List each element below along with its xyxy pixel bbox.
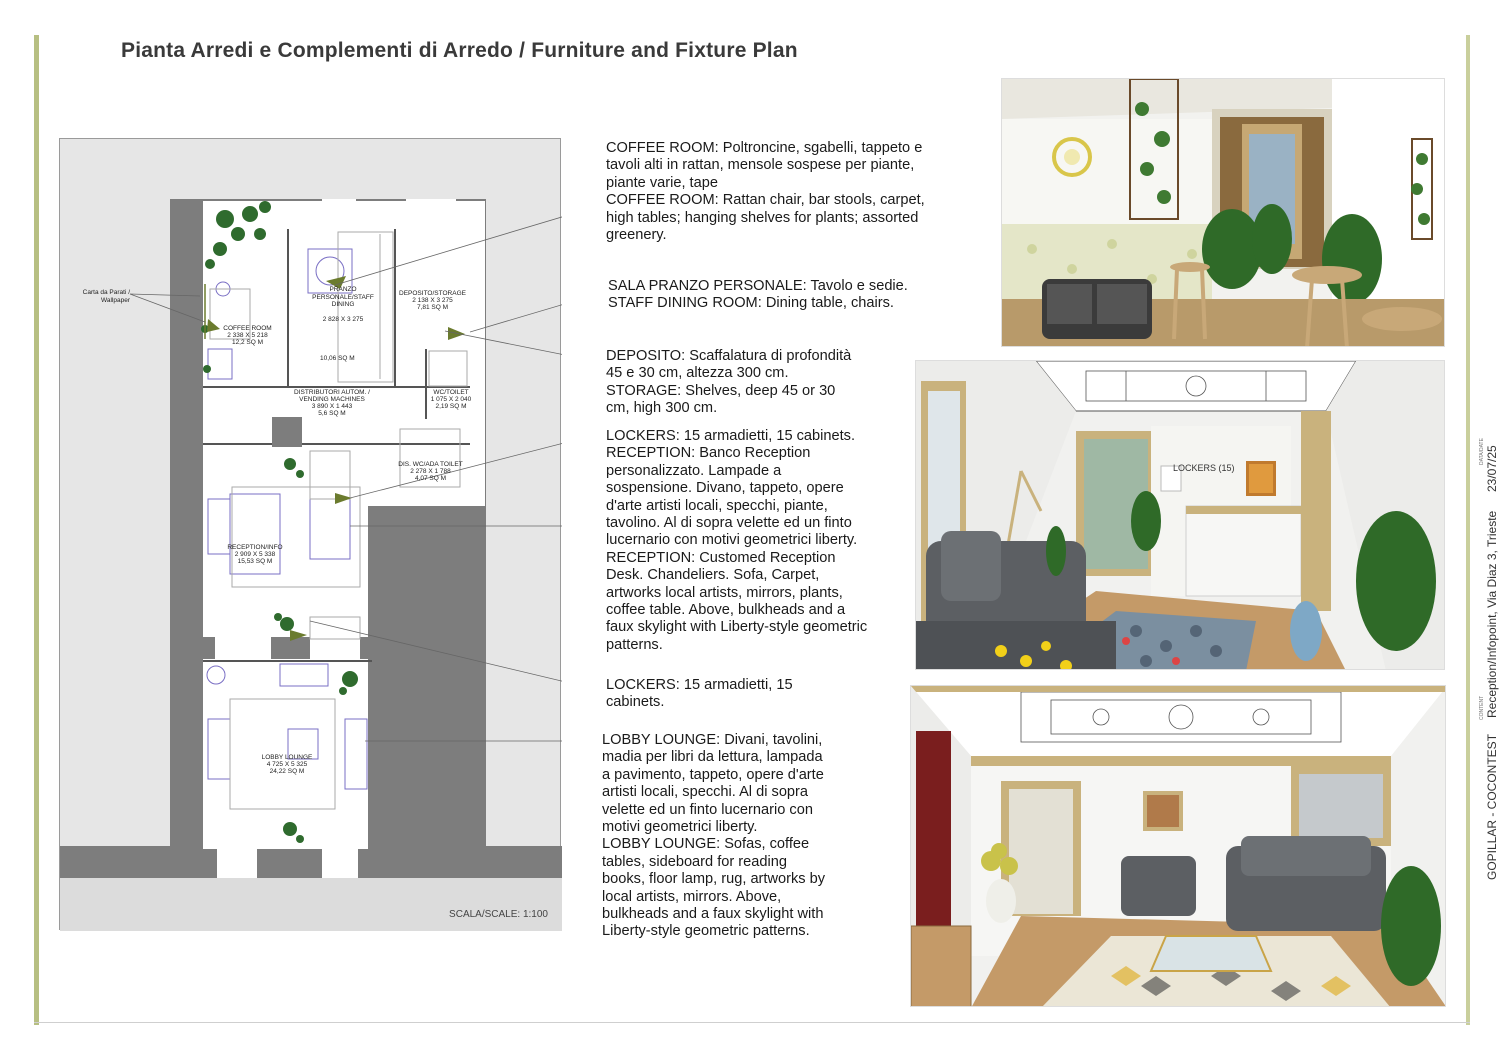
lobby-dims: 4 725 X 5 325 [266,761,308,768]
render-lobby [910,685,1446,1007]
note-line: Desk. Chandeliers. Sofa, Carpet, [606,567,820,584]
note-line: high tables; hanging shelves for plants; assorted [606,209,919,226]
note-line: a pavimento, tappeto, opere d'arte [602,766,824,783]
note-line: d'arte artisti locali, specchi, piante, [606,497,828,514]
wallpaper-label [68,289,130,304]
distributori-dims: 3 890 X 1 443 [311,403,353,410]
note-line: COFFEE ROOM: Poltroncine, sgabelli, tappeto e [606,140,923,156]
date-caption: DATA/DATE [1479,438,1485,465]
note-coffee-room [606,140,925,244]
coffee-room-dims: 2 338 X 5 218 [227,332,268,339]
note-line: RECEPTION: Banco Reception [606,445,811,462]
room-label-coffee [210,325,285,346]
note-line: STORAGE: Shelves, deep 45 or 30 [606,382,836,399]
note-line: tavolino. Al di sopra velette ed un finto [606,515,852,532]
note-line: tavoli alti in rattan, mensole sospese per piante, [606,157,915,174]
floor-plan [59,138,561,930]
wallpaper-label-line-1: Carta da Parati / [82,289,130,296]
right-accent-bar [1466,35,1470,1025]
wc-area: 2,19 SQ M [435,403,467,410]
bottom-rule [34,1022,1470,1023]
titleblock-content [1485,511,1499,718]
note-line: LOCKERS: 15 armadietti, 15 cabinets. [606,428,856,444]
plan-scale: SCALA/SCALE: 1:100 [449,909,548,920]
coffee-room-name: COFFEE ROOM [223,325,272,332]
deposito-name: DEPOSITO/STORAGE [399,290,466,297]
titleblock-date-label [1472,438,1486,465]
wc-dims: 1 075 X 2 040 [430,396,472,403]
note-sala-pranzo [608,278,908,313]
room-label-wc [426,389,476,410]
note-line: Liberty-style geometric patterns. [602,923,810,940]
corridor-area-label: 10,06 SQ M [320,355,355,362]
reception-area: 15,53 SQ M [237,558,273,565]
note-line: piante varie, tape [606,174,718,191]
distributori-line-1: DISTRIBUTORI AUTOM. / [294,389,370,396]
note-line: patterns. [606,636,663,653]
coffee-room-area: 12,2 SQ M [231,339,264,346]
note-line: local artists, mirrors. Above, [602,888,782,905]
note-line: cm, high 300 cm. [606,400,718,417]
room-label-deposito [395,290,470,311]
note-line: bulkheads and a faux skylight with [602,906,824,923]
titleblock-content-label [1472,696,1486,720]
note-line: sospensione. Divano, tappeto, opere [606,480,844,497]
note-line: motivi geometrici liberty. [602,819,758,836]
distributori-area: 5,6 SQ M [318,410,346,417]
titleblock-date [1485,445,1499,492]
note-line: tables, sideboard for reading [602,853,787,870]
note-line: STAFF DINING ROOM: Dining table, chairs. [608,295,894,312]
note-line: SALA PRANZO PERSONALE: Tavolo e sedie. [608,278,908,294]
page-title: Pianta Arredi e Complementi di Arredo / Furniture and Fixture Plan [121,39,798,62]
note-lockers [606,677,793,712]
pranzo-line-2: PERSONALE/STAFF [312,293,374,301]
room-label-dis-wc [388,461,473,482]
content-value: Reception/Infopoint, Via Diaz 3, Trieste [1485,510,1499,718]
render-coffee-room [1001,78,1445,347]
note-reception [606,428,867,654]
deposito-area: 7,81 SQ M [416,304,449,311]
note-line: DEPOSITO: Scaffalatura di profondità [606,348,852,364]
note-line: COFFEE ROOM: Rattan chair, bar stools, carpet, [606,192,925,209]
pranzo-line-3: DINING [331,301,355,308]
wallpaper-label-line-2: Wallpaper [100,296,130,304]
note-line: LOBBY LOUNGE: Divani, tavolini, [602,732,823,748]
note-line: artworks local artists, mirrors, plants, [606,584,843,601]
reception-dims: 2 909 X 5 338 [234,551,276,558]
note-lobby [602,732,825,941]
deposito-dims: 2 138 X 3 275 [412,297,453,304]
room-label-lobby [252,754,322,775]
note-line: LOCKERS: 15 armadietti, 15 [606,677,793,693]
lockers-render-label: LOCKERS (15) [1173,463,1235,473]
distributori-line-2: VENDING MACHINES [299,396,365,403]
note-line: personalizzato. Lampade a [606,462,782,479]
note-line: LOBBY LOUNGE: Sofas, coffee [602,836,810,853]
note-deposito [606,348,851,418]
note-line: faux skylight with Liberty-style geometric [606,619,868,636]
note-line: artisti locali, specchi. Al di sopra [602,784,809,801]
room-label-reception [220,544,290,565]
lobby-area: 24,22 SQ M [269,768,305,775]
note-line: velette ed un finto lucernario con [602,801,813,818]
floor-plan-drawing [60,139,562,931]
client-label: GOPILLAR - COCONTEST [1485,733,1499,880]
pranzo-line-1: PRANZO [329,286,357,293]
render-reception [915,360,1445,670]
note-line: lucernario con motivi geometrici liberty. [606,532,858,549]
note-line: greenery. [606,227,667,244]
note-line: RECEPTION: Customed Reception [606,549,836,566]
date-value: 23/07/25 [1485,445,1499,492]
dis-wc-name: DIS. WC/ADA TOILET [398,461,463,468]
note-line: books, floor lamp, rug, artworks by [602,871,826,888]
room-label-distributori [282,389,382,417]
titleblock-client [1485,734,1499,880]
content-caption: CONTENT [1479,695,1485,720]
note-line: madia per libri da lettura, lampada [602,749,823,766]
lobby-name: LOBBY LOUNGE [261,754,313,761]
dis-wc-area: 4,07 SQ M [414,475,447,482]
left-accent-bar [34,35,39,1025]
reception-name: RECEPTION/INFO [227,544,283,551]
room-label-pranzo [298,286,388,323]
pranzo-dims: 2 828 X 3 275 [322,315,364,323]
dis-wc-dims: 2 278 X 1 788 [410,468,451,475]
note-line: coffee table. Above, bulkheads and a [606,602,846,619]
wc-name: WC/TOILET [433,389,469,396]
note-line: cabinets. [606,694,665,711]
note-line: 45 e 30 cm, altezza 300 cm. [606,365,789,382]
